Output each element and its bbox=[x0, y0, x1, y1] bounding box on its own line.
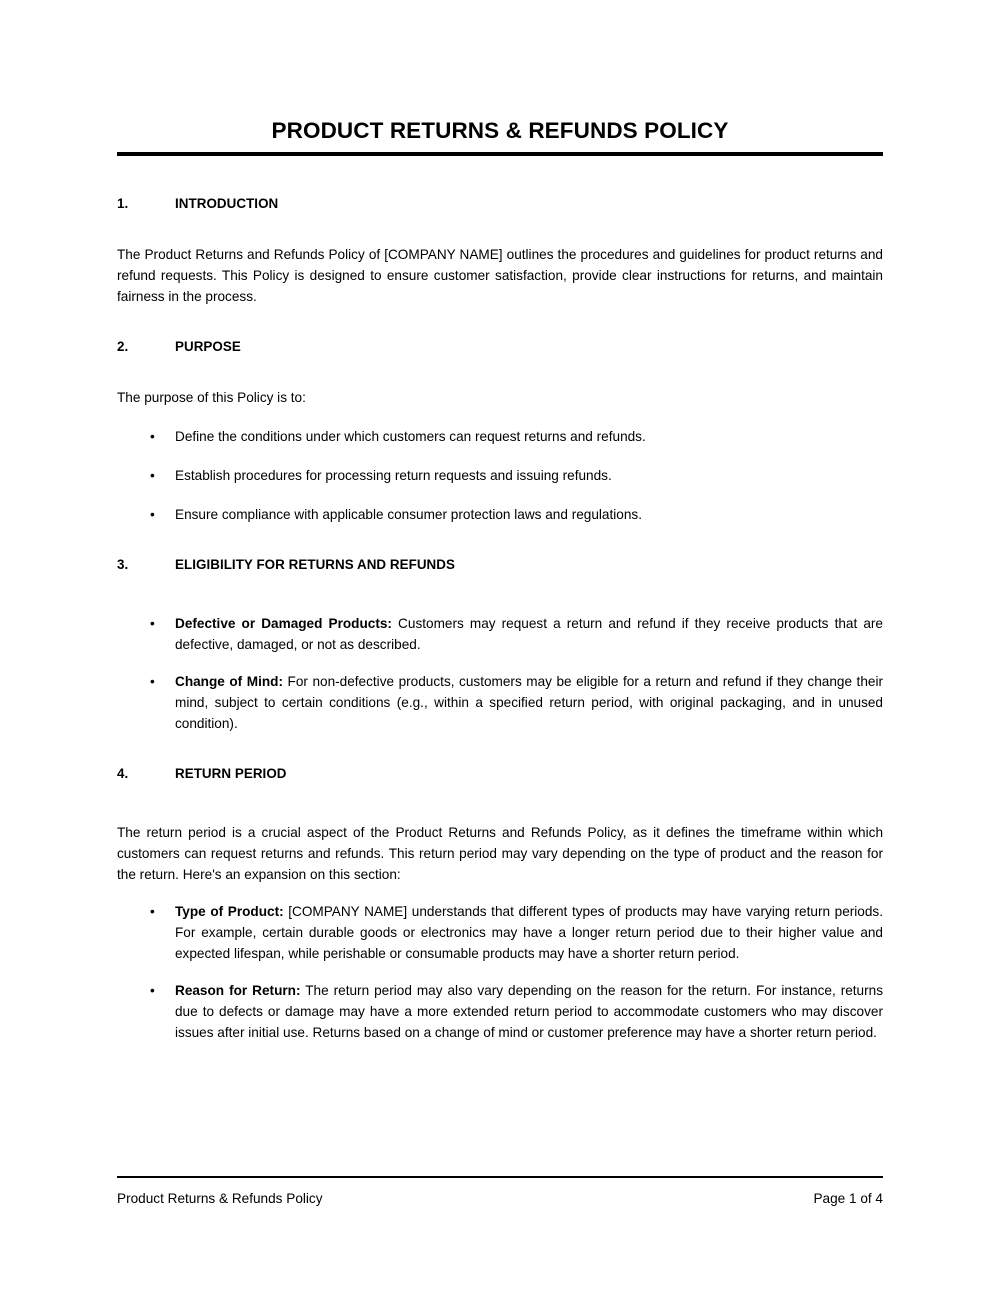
spacer bbox=[117, 655, 883, 671]
section-number-2: 2. bbox=[117, 338, 129, 354]
document-content bbox=[117, 0, 883, 1043]
bullet-icon: • bbox=[150, 467, 155, 483]
list-item bbox=[117, 504, 883, 525]
footer-document-name: Product Returns & Refunds Policy bbox=[117, 1191, 323, 1206]
spacer bbox=[117, 885, 883, 901]
bullet-icon: • bbox=[150, 615, 155, 631]
list-item-text: Define the conditions under which customers can request returns and refunds. bbox=[175, 428, 646, 444]
list-item-lead: Defective or Damaged Products: bbox=[175, 615, 392, 631]
section-heading-1 bbox=[117, 194, 883, 214]
list-item-text: Ensure compliance with applicable consumer protection laws and regulations. bbox=[175, 506, 642, 522]
list-item bbox=[117, 465, 883, 486]
footer-divider bbox=[117, 1176, 883, 1178]
section-4-bullet-list bbox=[117, 901, 883, 1043]
list-item bbox=[117, 613, 883, 655]
spacer bbox=[117, 408, 883, 426]
section-number-3: 3. bbox=[117, 556, 129, 572]
section-number-1: 1. bbox=[117, 195, 129, 211]
section-title-2: PURPOSE bbox=[175, 338, 241, 354]
section-title-4: RETURN PERIOD bbox=[175, 765, 287, 781]
section-2-bullet-list bbox=[117, 426, 883, 525]
list-item-lead: Reason for Return: bbox=[175, 982, 301, 998]
list-item bbox=[117, 671, 883, 734]
bullet-icon: • bbox=[150, 903, 155, 919]
section-1-paragraph: The Product Returns and Refunds Policy of [COMPANY NAME] outlines the procedures and guidelines for product returns and refund requests. This Policy is designed to ensure customer satisfaction, provide clear instructions for returns, and maintain fairness in the process. bbox=[117, 246, 883, 304]
page-title: PRODUCT RETURNS & REFUNDS POLICY bbox=[271, 118, 729, 143]
spacer bbox=[117, 784, 883, 822]
section-3-bullet-list bbox=[117, 613, 883, 734]
list-item-text: [COMPANY NAME] understands that different types of products may have varying return periods. For example, certain durable goods or electronics may have a longer return period due to their higher value and expected lifespan, while perishable or consumable products may have a shorter return period. bbox=[175, 903, 883, 961]
spacer bbox=[117, 357, 883, 387]
list-item-text: The return period may also vary depending on the reason for the return. For instance, returns due to defects or damage may have a more extended return period to accommodate customers who may discover issues after initial use. Returns based on a change of mind or customer preference may have a shorter return period. bbox=[175, 982, 883, 1040]
list-item-text: For non-defective products, customers may be eligible for a return and refund if they change their mind, subject to certain conditions (e.g., within a specified return period, with original packaging, and in unused condition). bbox=[175, 673, 883, 731]
section-title-1: INTRODUCTION bbox=[175, 195, 279, 211]
spacer bbox=[117, 964, 883, 980]
spacer bbox=[117, 307, 883, 337]
section-title-3: ELIGIBILITY FOR RETURNS AND REFUNDS bbox=[175, 556, 455, 572]
spacer bbox=[117, 156, 883, 194]
spacer bbox=[117, 575, 883, 613]
bullet-icon: • bbox=[150, 506, 155, 522]
list-item bbox=[117, 426, 883, 447]
section-2-intro: The purpose of this Policy is to: bbox=[117, 389, 306, 405]
spacer bbox=[117, 486, 883, 504]
page-footer bbox=[117, 1176, 883, 1208]
section-heading-3 bbox=[117, 555, 883, 575]
list-item bbox=[117, 980, 883, 1043]
footer-row bbox=[117, 1189, 883, 1208]
spacer bbox=[117, 734, 883, 764]
section-heading-4 bbox=[117, 764, 883, 784]
spacer bbox=[117, 447, 883, 465]
list-item-text: Establish procedures for processing return requests and issuing refunds. bbox=[175, 467, 612, 483]
list-item-lead: Change of Mind: bbox=[175, 673, 283, 689]
list-item-text: Customers may request a return and refund if they receive products that are defective, damaged, or not as described. bbox=[175, 615, 883, 652]
section-heading-2 bbox=[117, 337, 883, 357]
list-item bbox=[117, 901, 883, 964]
bullet-icon: • bbox=[150, 982, 155, 998]
bullet-icon: • bbox=[150, 428, 155, 444]
list-item-lead: Type of Product: bbox=[175, 903, 284, 919]
section-4-paragraph: The return period is a crucial aspect of the Product Returns and Refunds Policy, as it defines the timeframe within which customers can request returns and refunds. This return period may vary depending on the type of product and the reason for the return. Here's an expansion on this section: bbox=[117, 824, 883, 882]
spacer bbox=[117, 525, 883, 555]
section-number-4: 4. bbox=[117, 765, 129, 781]
bullet-icon: • bbox=[150, 673, 155, 689]
spacer bbox=[117, 214, 883, 244]
footer-page-number: Page 1 of 4 bbox=[813, 1191, 883, 1206]
